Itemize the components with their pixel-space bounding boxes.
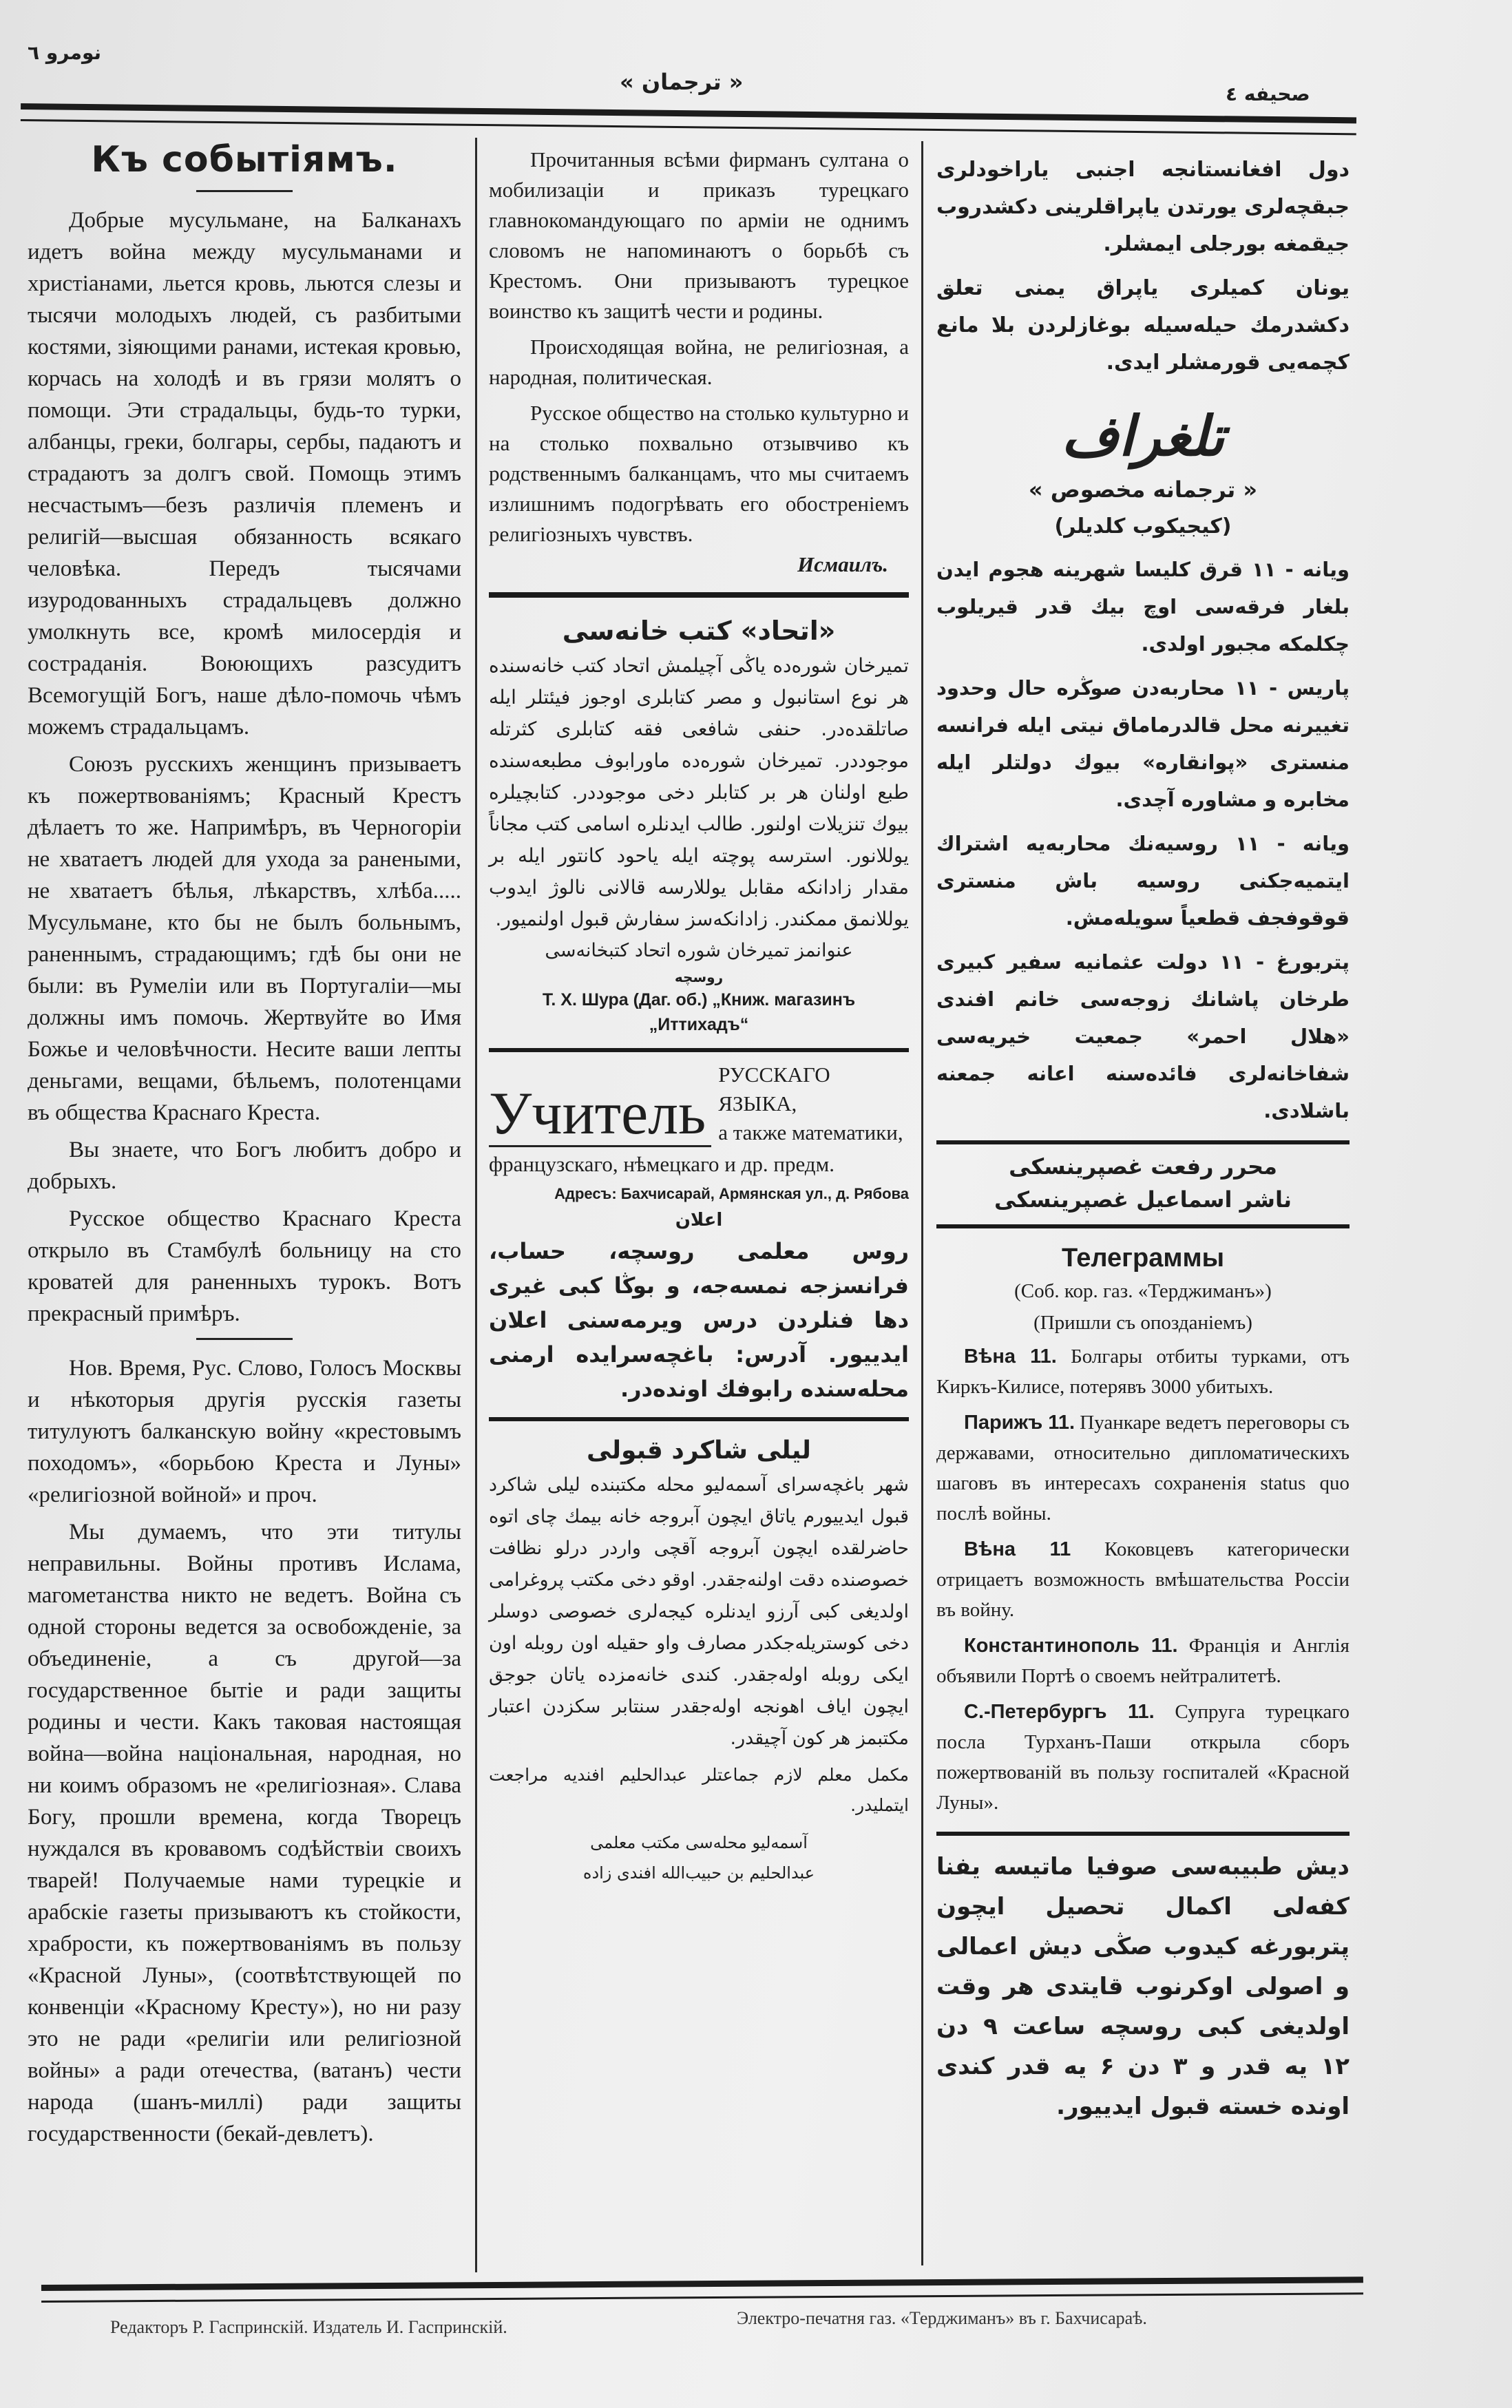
telegram-place: С.-Петербургъ 11. — [964, 1701, 1155, 1723]
article-title: Къ событіямъ. — [91, 139, 398, 180]
ad-title: لیلی شاکرد قبولی — [587, 1436, 811, 1465]
section-rule — [489, 1048, 909, 1052]
paragraph: Союзъ русскихъ женщинъ призываетъ къ пожертвованіямъ; Красный Крестъ дѣлаетъ то же. Напримѣръ, въ Черногоріи не хватаетъ людей для ухода за ранеными, не хватаетъ бѣлья, лѣкарствъ, хлѣба..... Мусульмане, кто бы не былъ больнымъ, раненнымъ, страдающимъ; гдѣ бы они не были: въ Румеліи или въ Португаліи—мы должны имъ помочь. Жертвуйте во Имя Божье и человѣчности. Несите ваши лепты деньгами, вещами, бѣльемъ, полотенцами въ общества Краснаго Креста. — [28, 752, 461, 1125]
ad-body: شهر باغچه‌سرای آسمه‌لیو محله مکتبنده لیلی شاکرد قبول ایدییورم یاتاق ایچون آبروجه خانه بیمك چای اتوه حاضرلقده ایچون آبروجه آقچی واردر درلو نظافت خصوصنده دقت اولنه‌جقدر. اوقو دخی مکتب پروغرامی اولدیغی کبی آرزو ایدنلره کیجه‌لری خصوصی دوسلر دخی کوستریله‌جکدر مصارف واو حقیله اون روبله اون ایکی روبله اوله‌جقدر. کندی خانه‌مزده یاتان جوجق ایچون ایاف اهونجه اوله‌جقدر سنتابر سکزدن اعتبار مکتبمز هر کون آچیقدر. — [489, 1474, 909, 1749]
ad-note: مکمل معلم لازم جماعتلر عبدالحلیم افندیه مراجعت ایتملیدر. — [489, 1765, 909, 1815]
telegram-place: Вѣна 11 — [964, 1538, 1071, 1560]
paragraph: Прочитанныя всѣми фирманъ султана о мобилизаціи и приказъ турецкаго главнокомандующаго по арміи не однимъ словомъ не напоминаютъ о борьбѣ съ Крестомъ. Они призываютъ турецкое воинство къ защитѣ чести и родины. — [489, 147, 909, 323]
paragraph: Мы думаемъ, что эти титулы неправильны. Войны противъ Ислама, магометанства никто не ведетъ. Война съ одной стороны ведется за освобожденіе, за объединеніе, а съ другой—за государственное бытіе и ради защиты родины и чести. Какъ таковая настоящая война—война національная, народная, но ни коимъ образомъ не «религіозная». Слава Богу, прошли времена, когда Творецъ нуждался въ кровавомъ содѣйствіи своихъ тварей! Получаемые нами турецкіе и арабскіе газеты призываютъ къ стойкости, храбрости, къ пожертвованіямъ въ пользу «Красной Луны», (соотвѣтствующей по конвенціи «Красному Кресту»), но ни разу это не ради «религіи или религіозной войны» а ради отечества, (ватанъ) чести народа (шанъ-миллі) ради защиты государственности (бекай-девлетъ). — [28, 1520, 461, 2146]
telegrams-list — [936, 1341, 1350, 1818]
bookstore-ad — [489, 611, 909, 1037]
paragraph: Происходящая война, не религіозная, а народная, политическая. — [489, 335, 909, 389]
telegram-item — [936, 1697, 1350, 1818]
teacher-ad — [489, 1060, 909, 1406]
telegraph-subtitle: « ترجمانه مخصوص » — [1028, 477, 1258, 503]
article-body — [28, 205, 461, 2150]
page-number: صحیفه ٤ — [1226, 83, 1310, 105]
dentist-ad: دیش طبیبه‌سی صوفیا ماتیسه یفنا کفه‌لی اکمال تحصیل ایچون پتربورغه کیدوب صڭی دیش اعمالی و اصولی اوکرنوب قایتدی هر وقت اولدیغی کبی روسچه ساعت ۹ دن ۱۲ یه قدر و ۳ دن ۶ یه قدر کندی اونده خسته قبول ایدییور. — [936, 1853, 1350, 2120]
section-rule — [936, 1140, 1350, 1144]
telegrams-note: (Пришли съ опозданіемъ) — [1033, 1312, 1252, 1334]
telegram-text: Коковцевъ категорически отрицаетъ возможность вмѣшательства Россіи въ войну. — [936, 1538, 1350, 1621]
ad-address: Адресъ: Бахчисарай, Армянская ул., д. Рябова — [554, 1185, 909, 1202]
telegram-item — [936, 1534, 1350, 1625]
telegraph-item: ویانه - ۱۱ روسیه‌نك محاربه‌یه اشتراك ایتمیه‌جکنی روسیه باش منستری قوقوفجف قطعیاً سویله‌مش. — [936, 832, 1350, 930]
telegram-place: Вѣна 11. — [964, 1346, 1057, 1368]
publisher-credit: ناشر اسماعیل غصپرینسکی — [994, 1186, 1292, 1213]
ad-address-russian: Т. Х. Шура (Даг. об.) „Книж. магазинъ — [542, 990, 856, 1009]
section-rule — [936, 1224, 1350, 1228]
column-divider — [921, 141, 923, 2265]
telegram-item — [936, 1407, 1350, 1529]
ad-line: французскаго, нѣмецкаго и др. предм. — [489, 1152, 834, 1176]
ad-signature: عبدالحلیم بن حبیب‌الله افندی زاده — [582, 1863, 815, 1883]
telegram-text: Франція и Англія объявили Портѣ о своемъ нейтралитетѣ. — [936, 1635, 1350, 1687]
ad-title: اعلان — [675, 1210, 723, 1231]
telegraph-item: پاریس - ۱۱ محاربه‌دن صوڭره حال وحدود تغییرنه محل قالدرماماق نیتی ایله فرانسه منستری «پوانقاره» بیوك دولتلر ایله مخابره و مشاوره آچدی. — [936, 676, 1350, 811]
middle-column — [489, 145, 909, 1888]
paragraph: Добрые мусульмане, на Балканахъ идетъ война между мусульманами и христіанами, льется кровь, льются слезы и тысячи молодыхъ людей, съ разбитыми костями, зіяющими ранами, истекая кровью, корчась на холодѣ и въ грязи молятъ о помощи. Эти страдальцы, будь-то турки, албанцы, греки, болгары, сербы, падаютъ и страдаютъ за долгъ свой. Помощь этимъ несчастымъ—безъ различія племенъ и религій—высшая обязанность всякаго человѣка. Передъ тысячами изуродованныхъ страдальцевъ должно умолкнуть все, кромѣ милосердія и состраданія. Воюющихъ разсудитъ Всемогущій Богъ, наше дѣло-помочь чѣмъ можемъ страдальцамъ. — [28, 208, 461, 740]
telegrams-source: (Соб. кор. газ. «Терджиманъ») — [1014, 1280, 1272, 1302]
paragraph: دول افغانستانجه اجنبی یاراخودلری جبقچه‌لری یورتدن یاپراقلرینی دکشدروب جیقمغه بورجلی ایمشلر. — [936, 158, 1350, 256]
ad-address-arabic: عنوانمز تمیرخان شوره اتحاد کتبخانه‌سی — [545, 940, 853, 961]
telegraph-note: (کیجیکوب کلدیلر) — [1054, 514, 1232, 538]
footer-printer: Электро-печатня газ. «Терджиманъ» въ г. Бахчисараѣ. — [737, 2308, 1147, 2328]
editor-credit: محرر رفعت غصپرینسکی — [1009, 1153, 1277, 1180]
footer-editor: Редакторъ Р. Гаспринскій. Издатель И. Гаспринскій. — [110, 2317, 507, 2337]
ad-body: تمیرخان شوره‌ده یاڭی آچیلمش اتحاد کتب خانه‌سنده هر نوع استانبول و مصر کتابلری اوجوز فیئتلر ایله صاتلقده‌در. حنفی شافعی فقه کتابلری کثرتله موجوددر. تمیرخان شوره‌ده ماورابوف مطبعه‌سنده طبع اولنان هر بر کتابلر دخی موجوددر. کتابچیلره بیوك تنزیلات اولنور. طالب ایدنلره اسامی کتب مجاناً یوللانور. استرسه پوچته ایله یاحود کانتور ایله بر مقدار زادانکه مقابل یوللارسه قالانی نالوژ ایدوب یوللانمق ممکندر. زادانکه‌سز سفارش قبول اولنمیور. — [489, 654, 909, 930]
telegraph-title: تلغراف — [1061, 404, 1225, 468]
signature: Исмаилъ. — [797, 552, 888, 576]
paragraph: یونان کمیلری یاپراق یمنی تعلق دکشدرمك حیله‌سیله بوغازلردن بلا مانع کچمه‌یی قورمشلر ایدی. — [936, 276, 1350, 375]
paragraph: Русское общество на столько культурно и на столько похвально отзывчиво къ родственнымъ балканцамъ, что мы считаемъ излишнимъ подогрѣвать его обостреніемъ религіозныхъ чувствъ. — [489, 401, 909, 546]
ad-headline: Учитель — [489, 1083, 711, 1147]
telegrams-title: Телеграммы — [1061, 1244, 1225, 1273]
ad-label: روسچه — [674, 969, 724, 985]
footer-rule — [41, 2276, 1363, 2303]
column-divider — [475, 138, 477, 2272]
telegraph-item: ویانه - ۱۱ قرق کلیسا شهرینه هجوم ایدن بلغار فرقه‌سی اوچ بیك قدر قیریلوب چکلمکه مجبور اولدی. — [936, 558, 1350, 656]
section-rule — [489, 592, 909, 598]
paragraph: Русское общество Краснаго Креста открыло въ Стамбулѣ больницу на сто кроватей для раненныхъ турокъ. Вотъ прекрасный примѣръ. — [28, 1206, 461, 1326]
telegram-item — [936, 1341, 1350, 1402]
divider — [196, 190, 293, 192]
telegram-place: Константинополь 11. — [964, 1635, 1178, 1657]
article-continuation — [489, 145, 909, 580]
paragraph: Нов. Время, Рус. Слово, Голосъ Москвы и нѣкоторыя другія русскія газеты титулуютъ балканскую войну «крестовымъ походомъ», «борьбою Креста и Луны» «религіозной войной» и проч. — [28, 1356, 461, 1507]
ad-line: а также математики, — [718, 1120, 903, 1144]
issue-number: نومرو ٦ — [28, 41, 102, 64]
ad-address-russian: „Иттихадъ“ — [649, 1015, 749, 1034]
ad-title: «اتحاد» کتب خانه‌سی — [562, 616, 836, 646]
boarding-ad — [489, 1432, 909, 1888]
divider — [196, 1338, 293, 1340]
right-column — [936, 151, 1350, 2126]
masthead: « ترجمان » — [620, 69, 744, 95]
header-rule — [21, 103, 1356, 135]
telegram-text: Пуанкаре ведетъ переговоры съ державами, относительно дипломатическихъ шаговъ въ интересахъ сохраненія status quo послѣ войны. — [936, 1412, 1350, 1525]
left-column — [28, 138, 461, 2155]
telegram-item — [936, 1631, 1350, 1691]
telegram-place: Парижъ 11. — [964, 1412, 1075, 1434]
telegrams-section — [936, 1241, 1350, 1818]
section-rule — [936, 1832, 1350, 1836]
telegraph-item: پتربورغ - ۱۱ دولت عثمانیه سفیر کبیری طرخان پاشانك زوجه‌سی خانم افندی «هلال احمر» جمعیت خیریه‌سی شفاخانه‌لری فائده‌سنه اعانه جمعنه باشلادی. — [936, 950, 1350, 1122]
ad-line: РУССКАГО ЯЗЫКА, — [718, 1062, 830, 1116]
paragraph: Вы знаете, что Богъ любитъ добро и добрыхъ. — [28, 1138, 461, 1194]
section-rule — [489, 1417, 909, 1421]
ad-signature: آسمه‌لیو محله‌سی مکتب معلمی — [590, 1833, 808, 1852]
telegram-text: Болгары отбиты турками, отъ Киркъ-Килисе, потерявъ 3000 убитыхъ. — [936, 1346, 1350, 1398]
telegram-text: Супруга турецкаго посла Турханъ-Паши открыла сборъ пожертвованій въ пользу госпиталей «Красной Луны». — [936, 1701, 1350, 1814]
ad-body: روس معلمی روسچه، حساب، فرانسزجه نمسه‌جه، و بوڭا کبی غیری دها فنلردن درس ویرمه‌سنی اعلان ایدییور. آدرس: باغچه‌سرایده ارمنی محله‌سنده رابوفك اونده‌در. — [489, 1238, 909, 1402]
